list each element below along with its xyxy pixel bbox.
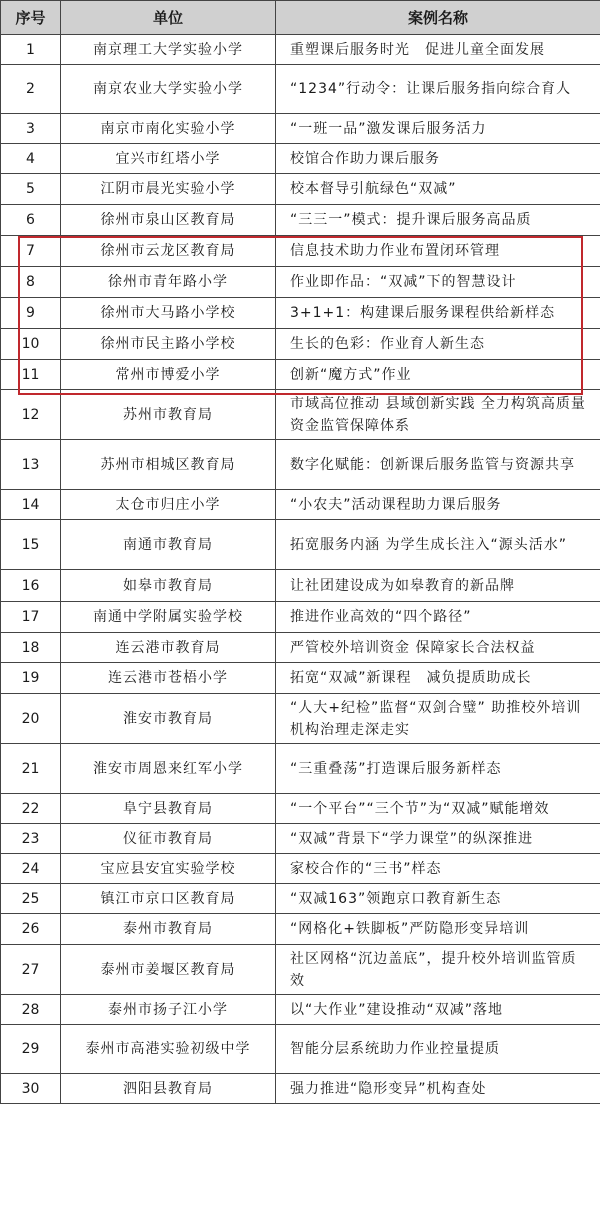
row-number: 29 [1,1025,61,1074]
row-case-title: “三三一”模式：提升课后服务高品质 [276,205,600,236]
row-case-title: “一个平台”“三个节”为“双减”赋能增效 [276,794,600,824]
table-row [1,520,600,570]
row-unit: 淮安市周恩来红军小学 [61,744,276,794]
row-case-title: “双减”背景下“学力课堂”的纵深推进 [276,824,600,854]
table-row [1,144,600,174]
table-row [1,744,600,794]
row-case-title: 创新“魔方式”作业 [276,360,600,390]
table-row [1,490,600,520]
table-row [1,824,600,854]
table-row [1,267,600,298]
table-row [1,914,600,945]
header-no: 序号 [1,1,61,35]
header-unit: 单位 [61,1,276,35]
row-case-title: 校馆合作助力课后服务 [276,144,600,174]
row-case-title: 3+1+1：构建课后服务课程供给新样态 [276,298,600,329]
row-unit: 仪征市教育局 [61,824,276,854]
row-case-title: 推进作业高效的“四个路径” [276,602,600,633]
row-case-title: “小农夫”活动课程助力课后服务 [276,490,600,520]
row-case-title: “1234”行动令：让课后服务指向综合育人 [276,65,600,114]
table-row [1,794,600,824]
row-case-title: 校本督导引航绿色“双减” [276,174,600,205]
row-unit: 南京市南化实验小学 [61,114,276,144]
row-number: 6 [1,205,61,236]
row-unit: 徐州市云龙区教育局 [61,236,276,267]
row-number: 16 [1,570,61,602]
row-number: 25 [1,884,61,914]
row-unit: 泰州市姜堰区教育局 [61,945,276,995]
table-row [1,65,600,114]
row-unit: 泰州市扬子江小学 [61,995,276,1025]
row-case-title: “网格化+铁脚板”严防隐形变异培训 [276,914,600,945]
row-case-title: “双减163”领跑京口教育新生态 [276,884,600,914]
row-case-title: 严管校外培训资金 保障家长合法权益 [276,633,600,663]
table-row [1,995,600,1025]
table-row [1,663,600,694]
row-number: 10 [1,329,61,360]
row-case-title: “一班一品”激发课后服务活力 [276,114,600,144]
row-case-title: 信息技术助力作业布置闭环管理 [276,236,600,267]
row-unit: 连云港市教育局 [61,633,276,663]
row-unit: 太仓市归庄小学 [61,490,276,520]
row-number: 4 [1,144,61,174]
row-unit: 常州市博爱小学 [61,360,276,390]
row-case-title: 重塑课后服务时光 促进儿童全面发展 [276,35,600,65]
row-number: 22 [1,794,61,824]
row-unit: 徐州市大马路小学校 [61,298,276,329]
row-number: 23 [1,824,61,854]
row-unit: 南京农业大学实验小学 [61,65,276,114]
row-case-title: 社区网格“沉边盖底”，提升校外培训监管质效 [276,945,600,995]
row-case-title: 作业即作品：“双减”下的智慧设计 [276,267,600,298]
row-case-title: 拓宽“双减”新课程 减负提质助成长 [276,663,600,694]
table-row [1,174,600,205]
row-unit: 徐州市泉山区教育局 [61,205,276,236]
row-unit: 南京理工大学实验小学 [61,35,276,65]
row-number: 9 [1,298,61,329]
header-case: 案例名称 [276,1,600,35]
table-row [1,236,600,267]
row-number: 18 [1,633,61,663]
table-row [1,633,600,663]
row-number: 5 [1,174,61,205]
table-row [1,570,600,602]
row-unit: 江阴市晨光实验小学 [61,174,276,205]
row-unit: 连云港市苍梧小学 [61,663,276,694]
row-unit: 淮安市教育局 [61,694,276,744]
row-unit: 泗阳县教育局 [61,1074,276,1104]
table-row [1,390,600,440]
row-unit: 如皋市教育局 [61,570,276,602]
row-unit: 泰州市高港实验初级中学 [61,1025,276,1074]
row-number: 19 [1,663,61,694]
row-case-title: “人大+纪检”监督“双剑合璧” 助推校外培训机构治理走深走实 [276,694,600,744]
row-unit: 镇江市京口区教育局 [61,884,276,914]
table-row [1,114,600,144]
row-number: 7 [1,236,61,267]
row-number: 28 [1,995,61,1025]
table-header-row [1,1,600,35]
table-row [1,602,600,633]
row-number: 1 [1,35,61,65]
table-row [1,329,600,360]
table-row [1,440,600,490]
row-number: 14 [1,490,61,520]
table-row [1,205,600,236]
row-case-title: “三重叠荡”打造课后服务新样态 [276,744,600,794]
row-number: 15 [1,520,61,570]
table-row [1,854,600,884]
row-unit: 南通中学附属实验学校 [61,602,276,633]
row-unit: 苏州市相城区教育局 [61,440,276,490]
row-case-title: 强力推进“隐形变异”机构查处 [276,1074,600,1104]
row-case-title: 让社团建设成为如皋教育的新品牌 [276,570,600,602]
row-number: 20 [1,694,61,744]
table-row [1,884,600,914]
row-unit: 阜宁县教育局 [61,794,276,824]
row-number: 21 [1,744,61,794]
row-unit: 宜兴市红塔小学 [61,144,276,174]
row-number: 30 [1,1074,61,1104]
table-row [1,1074,600,1104]
row-unit: 南通市教育局 [61,520,276,570]
row-number: 24 [1,854,61,884]
row-unit: 泰州市教育局 [61,914,276,945]
table-row [1,360,600,390]
row-case-title: 智能分层系统助力作业控量提质 [276,1025,600,1074]
row-case-title: 以“大作业”建设推动“双减”落地 [276,995,600,1025]
table-row [1,298,600,329]
row-number: 27 [1,945,61,995]
row-number: 11 [1,360,61,390]
row-number: 12 [1,390,61,440]
row-number: 8 [1,267,61,298]
row-unit: 徐州市青年路小学 [61,267,276,298]
row-case-title: 拓宽服务内涵 为学生成长注入“源头活水” [276,520,600,570]
row-number: 26 [1,914,61,945]
row-unit: 宝应县安宜实验学校 [61,854,276,884]
row-unit: 苏州市教育局 [61,390,276,440]
row-number: 17 [1,602,61,633]
table-row [1,1025,600,1074]
row-number: 2 [1,65,61,114]
row-case-title: 家校合作的“三书”样态 [276,854,600,884]
table-row [1,35,600,65]
row-unit: 徐州市民主路小学校 [61,329,276,360]
row-case-title: 市域高位推动 县域创新实践 全力构筑高质量资金监管保障体系 [276,390,600,440]
table-row [1,694,600,744]
row-case-title: 数字化赋能：创新课后服务监管与资源共享 [276,440,600,490]
table-row [1,945,600,995]
row-number: 3 [1,114,61,144]
row-number: 13 [1,440,61,490]
row-case-title: 生长的色彩：作业育人新生态 [276,329,600,360]
table-body [1,35,600,1104]
